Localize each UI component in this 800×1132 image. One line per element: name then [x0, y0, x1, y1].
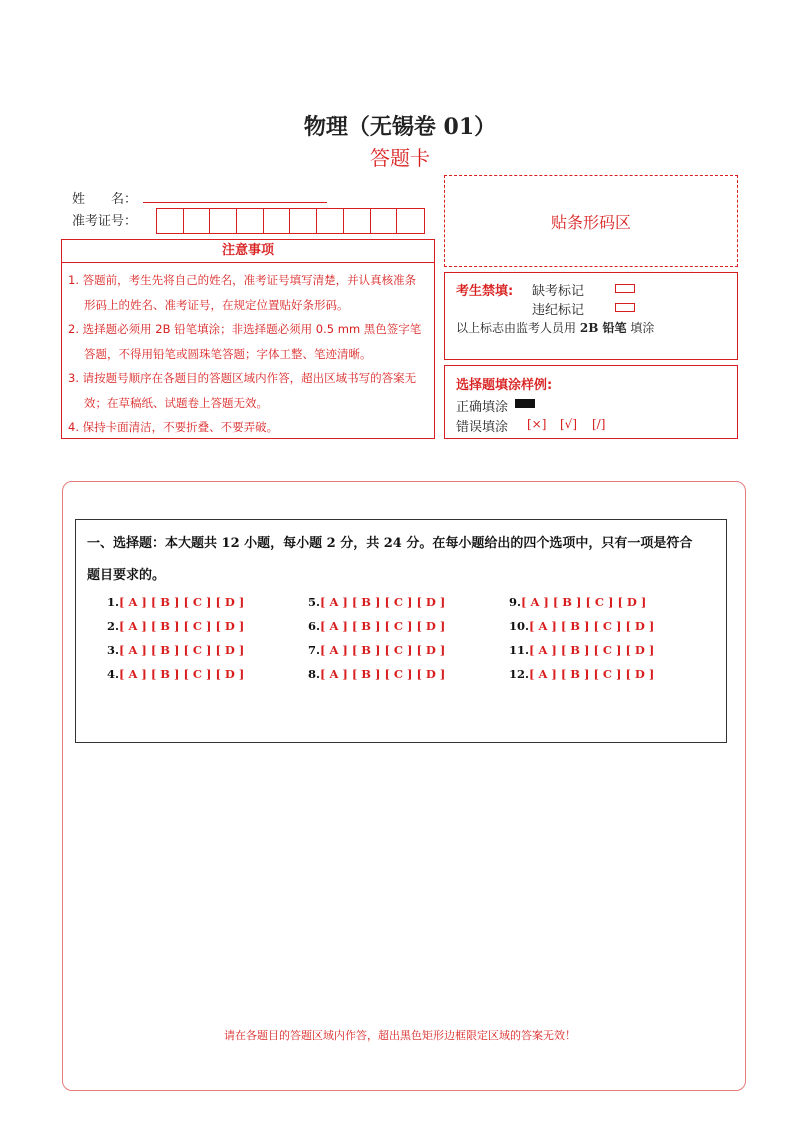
question-12[interactable]	[509, 667, 654, 681]
correct-fill-example	[515, 399, 535, 408]
question-number: 5.	[308, 595, 321, 609]
answer-options[interactable]: [ A ] [ B ] [ C ] [ D ]	[521, 595, 647, 609]
answer-options[interactable]: [ A ] [ B ] [ C ] [ D ]	[529, 667, 655, 681]
barcode-area	[444, 175, 738, 267]
notice-item: 4. 保持卡面清洁，不要折叠、不要弄破。	[68, 420, 279, 434]
barcode-label: 贴条形码区	[550, 212, 631, 232]
id-digit-box[interactable]	[157, 209, 184, 233]
question-9[interactable]	[509, 595, 646, 609]
wrong-mark-slash: [/]	[592, 417, 606, 431]
question-6[interactable]	[308, 619, 445, 633]
violation-mark-box[interactable]	[615, 303, 635, 312]
question-number: 8.	[308, 667, 321, 681]
question-3[interactable]	[107, 643, 244, 657]
id-digit-box[interactable]	[184, 209, 211, 233]
wrong-mark-cross: [×]	[527, 417, 547, 431]
id-digit-box[interactable]	[290, 209, 317, 233]
answer-options[interactable]: [ A ] [ B ] [ C ] [ D ]	[529, 619, 655, 633]
notice-item: 3. 请按题号顺序在各题目的答题区域内作答，超出区域书写的答案无效；在草稿纸、试题卷上答题无效。	[68, 371, 417, 410]
name-label: 姓 名：	[72, 192, 138, 207]
absent-label: 缺考标记	[532, 284, 585, 299]
sample-heading: 选择题填涂样例:	[456, 378, 553, 393]
question-number: 11.	[509, 643, 530, 657]
question-1[interactable]	[107, 595, 244, 609]
footer-note: 请在各题目的答题区域内作答，超出黑色矩形边框限定区域的答案无效！	[224, 1029, 576, 1042]
notice-heading: 注意事项	[61, 239, 435, 263]
fill-sample-box	[444, 365, 738, 439]
multiple-choice-section	[75, 519, 727, 743]
question-number: 9.	[509, 595, 522, 609]
correct-fill-label: 正确填涂	[456, 400, 509, 415]
forbid-instruction-bold: 2B 铅笔	[579, 321, 627, 335]
answer-options[interactable]: [ A ] [ B ] [ C ] [ D ]	[529, 643, 655, 657]
id-digit-box[interactable]	[210, 209, 237, 233]
id-digit-box[interactable]	[344, 209, 371, 233]
notice-item: 2. 选择题必须用 2B 铅笔填涂；非选择题必须用 0.5 mm 黑色签字笔答题，不得用铅笔或圆珠笔答题；字体工整、笔迹清晰。	[68, 322, 422, 361]
question-number: 1.	[107, 595, 120, 609]
question-8[interactable]	[308, 667, 445, 681]
question-7[interactable]	[308, 643, 445, 657]
id-digit-box[interactable]	[317, 209, 344, 233]
question-10[interactable]	[509, 619, 654, 633]
answer-options[interactable]: [ A ] [ B ] [ C ] [ D ]	[320, 595, 446, 609]
question-number: 10.	[509, 619, 530, 633]
forbid-instruction-text: 以上标志由监考人员用	[456, 321, 577, 335]
answer-options[interactable]: [ A ] [ B ] [ C ] [ D ]	[320, 619, 446, 633]
forbid-instruction-end: 填涂	[630, 321, 655, 335]
question-number: 12.	[509, 667, 530, 681]
id-digit-box[interactable]	[371, 209, 398, 233]
mc-title-line1: 一、选择题：本大题共 12 小题，每小题 2 分，共 24 分。在每小题给出的四个选项中，只有一项是符合	[87, 536, 693, 551]
forbid-label: 考生禁填:	[456, 284, 514, 299]
answer-options[interactable]: [ A ] [ B ] [ C ] [ D ]	[119, 643, 245, 657]
question-number: 2.	[107, 619, 120, 633]
id-digit-box[interactable]	[264, 209, 291, 233]
mc-title-line2: 题目要求的。	[87, 568, 166, 583]
id-digit-box[interactable]	[397, 209, 424, 233]
exam-id-boxes[interactable]	[156, 208, 425, 234]
page-subtitle: 答题卡	[370, 146, 430, 170]
question-number: 6.	[308, 619, 321, 633]
forbid-instruction	[456, 319, 654, 336]
proctor-marks-box	[444, 272, 738, 360]
name-field[interactable]	[143, 202, 327, 203]
question-4[interactable]	[107, 667, 244, 681]
answer-options[interactable]: [ A ] [ B ] [ C ] [ D ]	[119, 619, 245, 633]
page-title: 物理（无锡卷 01）	[303, 114, 497, 140]
question-11[interactable]	[509, 643, 654, 657]
question-5[interactable]	[308, 595, 445, 609]
violation-label: 违纪标记	[532, 303, 585, 318]
absent-mark-box[interactable]	[615, 284, 635, 293]
question-number: 3.	[107, 643, 120, 657]
wrong-fill-label: 错误填涂	[456, 420, 509, 435]
answer-options[interactable]: [ A ] [ B ] [ C ] [ D ]	[119, 595, 245, 609]
question-number: 4.	[107, 667, 120, 681]
wrong-mark-check: [√]	[560, 417, 578, 431]
answer-options[interactable]: [ A ] [ B ] [ C ] [ D ]	[119, 667, 245, 681]
answer-options[interactable]: [ A ] [ B ] [ C ] [ D ]	[320, 643, 446, 657]
id-label: 准考证号：	[72, 214, 138, 229]
notice-body	[61, 262, 435, 439]
question-2[interactable]	[107, 619, 244, 633]
question-number: 7.	[308, 643, 321, 657]
answer-options[interactable]: [ A ] [ B ] [ C ] [ D ]	[320, 667, 446, 681]
id-digit-box[interactable]	[237, 209, 264, 233]
notice-item: 1. 答题前，考生先将自己的姓名，准考证号填写清楚，并认真核准条形码上的姓名、准考证号，在规定位置贴好条形码。	[68, 273, 417, 312]
